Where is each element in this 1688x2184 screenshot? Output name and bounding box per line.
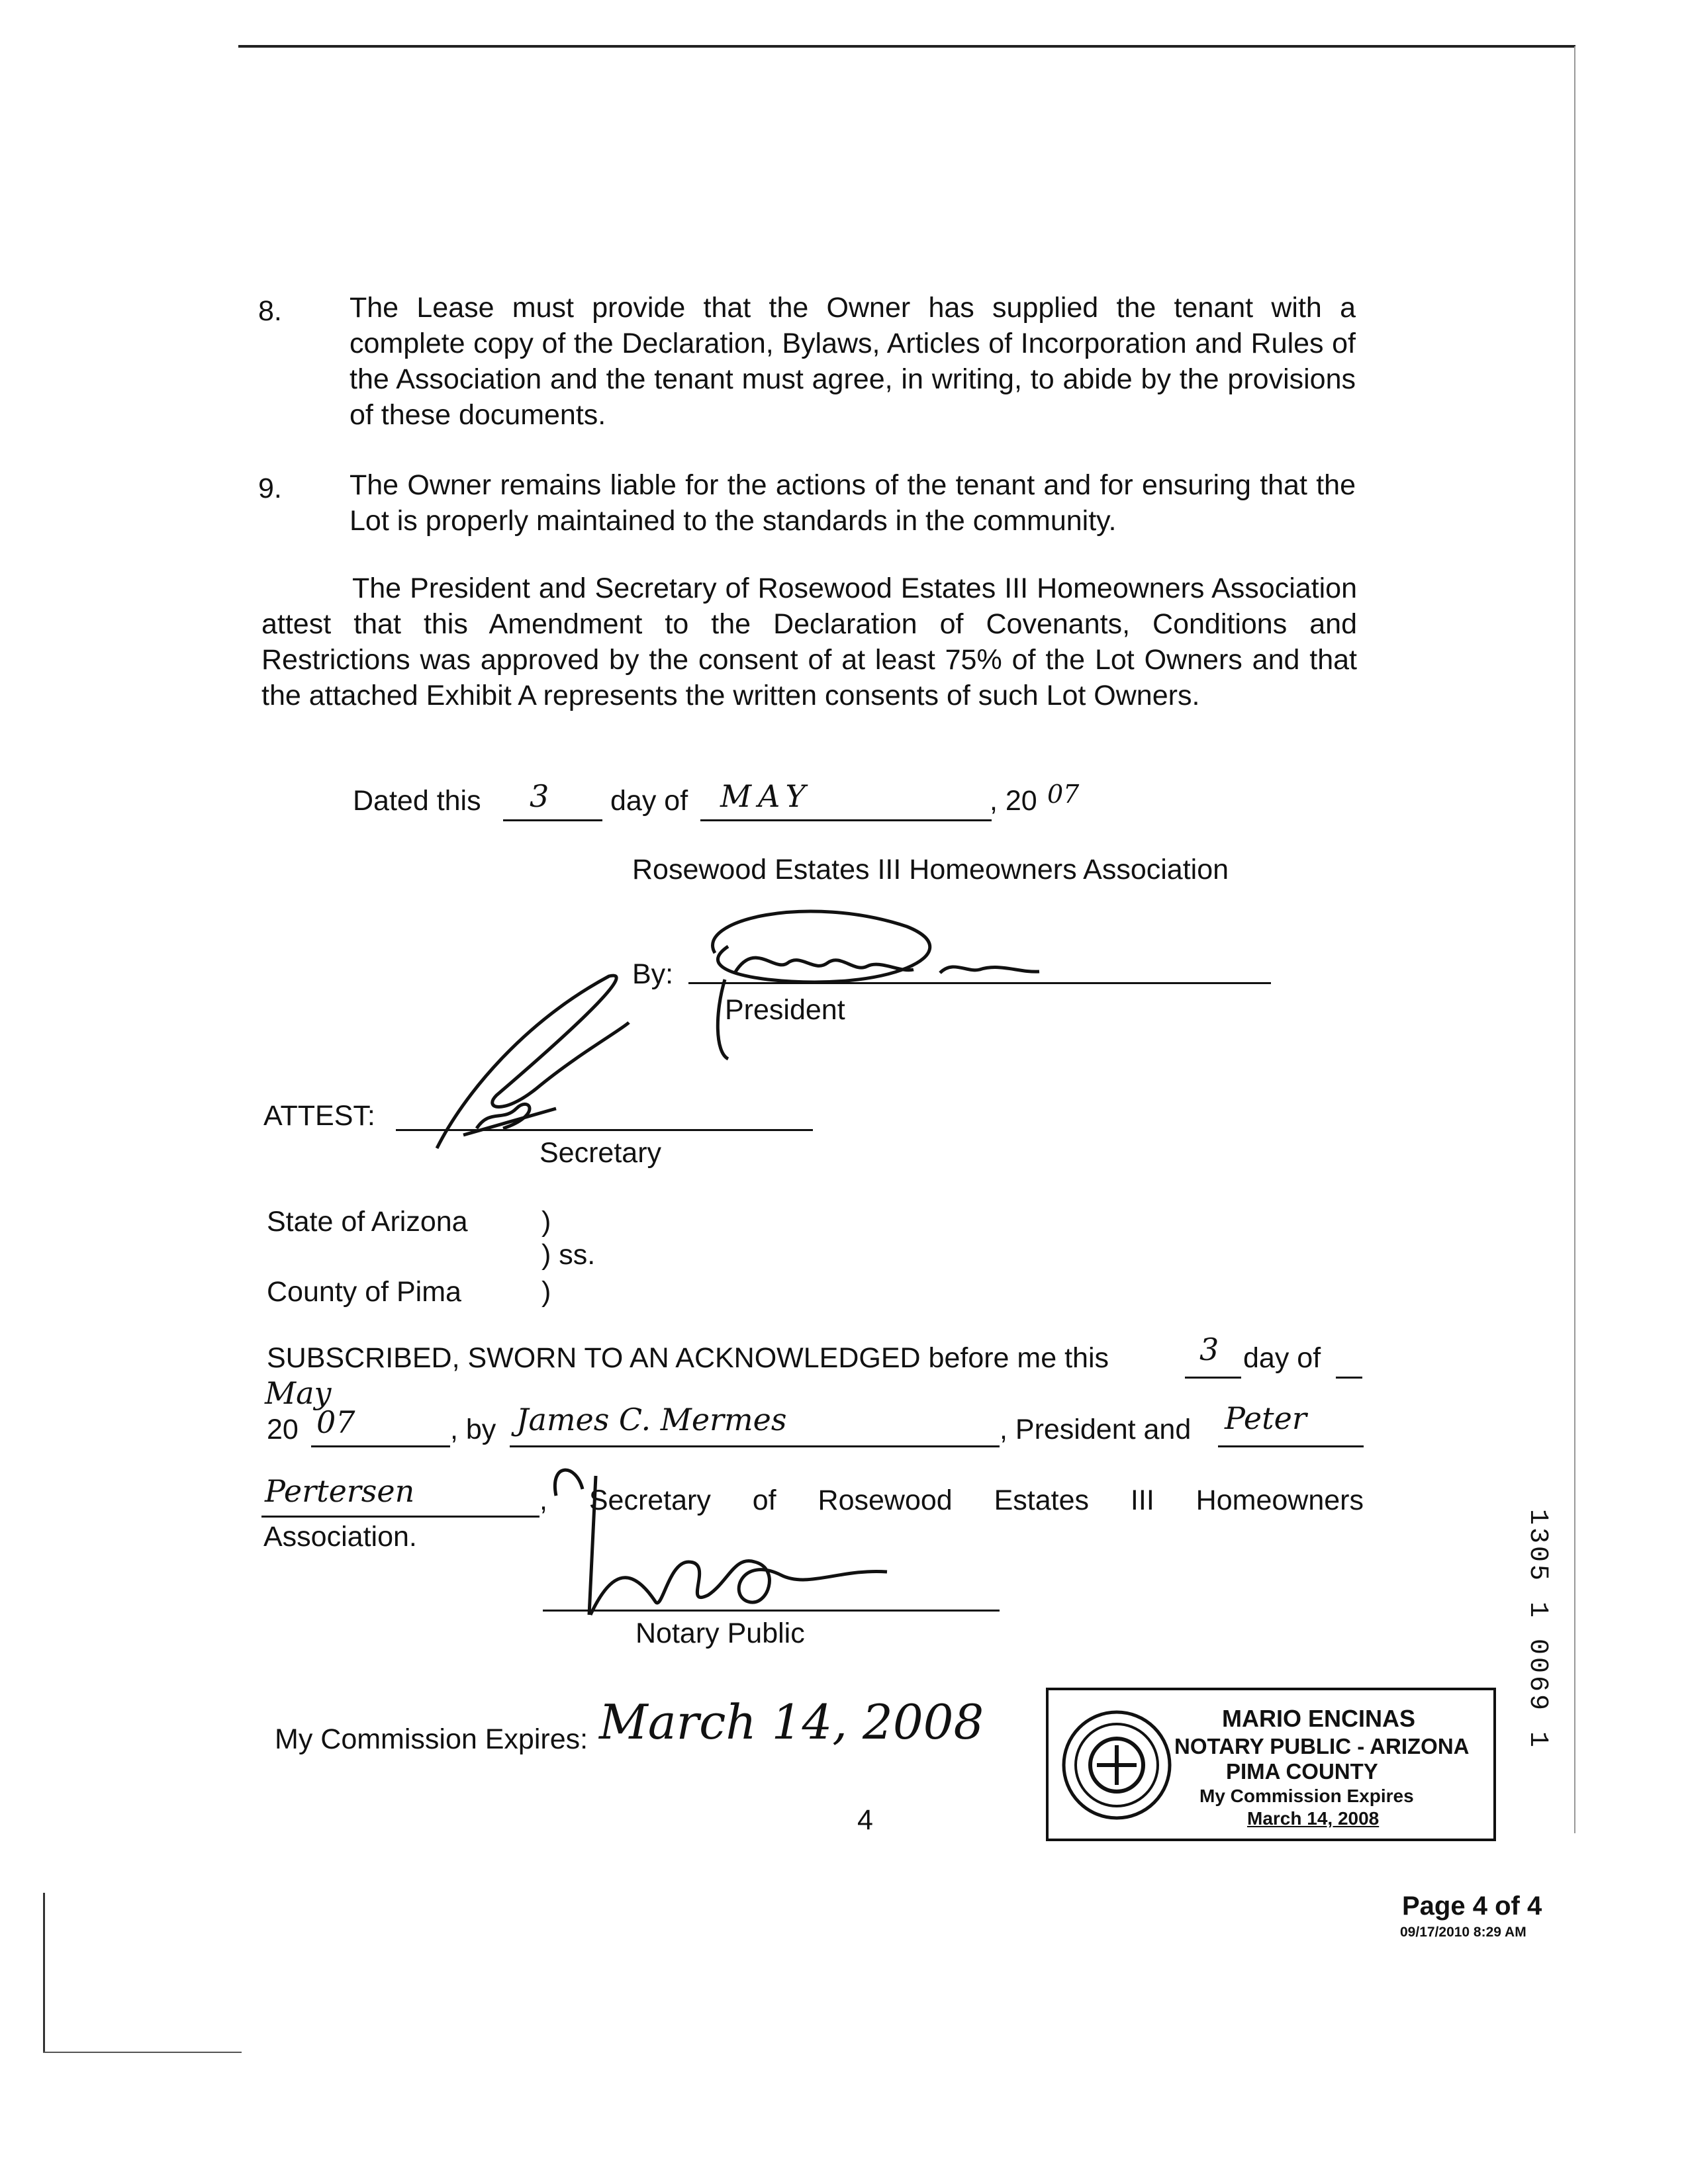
dated-month: MAY [720,778,812,814]
ack-secretary-last: Pertersen [265,1473,415,1509]
president-signature [688,900,1059,1072]
ack-president-name: James C. Mermes [516,1402,787,1437]
scan-right-border [1574,46,1575,1833]
ack-secretary-of: , Secretary of Rosewood Estates III Homeowners [539,1484,1364,1516]
scan-top-border [238,45,1575,48]
ack-month: May [265,1375,332,1411]
ack-president-line [510,1445,1000,1447]
dated-year-prefix: , 20 [990,785,1037,817]
commission-label: My Commission Expires: [275,1723,588,1755]
page-number: 4 [857,1804,873,1836]
secretary-signature [424,963,649,1161]
paragraph-9-number: 9. [258,473,282,504]
stamp-name: MARIO ENCINAS [1222,1705,1416,1732]
notary-stamp [1046,1688,1496,1841]
notary-signature-line [543,1610,1000,1612]
commission-date: March 14, 2008 [599,1694,984,1750]
notary-seal [1060,1709,1173,1821]
ack-secretary-first: Peter [1225,1400,1307,1436]
scan-bottom-edge [43,2052,242,2053]
stamp-expires-date: March 14, 2008 [1247,1808,1380,1829]
ack-line1-a: SUBSCRIBED, SWORN TO AN ACKNOWLEDGED before me this [267,1342,1109,1374]
venue-ss: ) ss. [541,1239,596,1271]
dated-year: 07 [1047,780,1080,809]
footer-timestamp: 09/17/2010 8:29 AM [1400,1925,1526,1940]
ack-association: Association. [263,1521,417,1553]
notary-signature [530,1463,900,1635]
ack-year-prefix: 20 [267,1414,299,1445]
secretary-signature-line [396,1129,813,1131]
secretary-label: Secretary [539,1137,662,1169]
attest-label: ATTEST: [263,1100,375,1132]
ack-day: 3 [1199,1332,1219,1367]
ack-line1-b: day of [1243,1342,1321,1374]
stamp-expires-label: My Commission Expires [1199,1786,1414,1806]
ack-dayof-line [1336,1377,1362,1379]
venue-county: County of Pima [267,1276,461,1308]
notary-label: Notary Public [635,1617,805,1649]
ack-day-line [1185,1377,1241,1379]
attest-paragraph: The President and Secretary of Rosewood Estates III Homeowners Association attest that this Amendment to the Declaration of Covenants, Conditions and Restrictions was approved by the consent of at least 75% of the Lot Owners and that the attached Exhibit A represents the written consents of such Lot Owners. [261,572,1357,711]
association-name: Rosewood Estates III Homeowners Association [632,854,1229,886]
paragraph-8-number: 8. [258,295,282,327]
ack-year-line [311,1445,450,1447]
by-label: By: [632,958,674,990]
ack-president-and: , President and [1000,1414,1192,1445]
ack-by: , by [450,1414,496,1445]
paragraph-9-text: The Owner remains liable for the actions of the tenant and for ensuring that the Lot is properly maintained to the standards in the community. [350,469,1356,537]
scan-left-edge [43,1893,45,2052]
venue-paren-1: ) [541,1206,551,1238]
president-label: President [725,994,845,1026]
dated-day-line [503,819,602,821]
stamp-title: NOTARY PUBLIC - ARIZONA [1174,1734,1470,1758]
dated-day: 3 [530,778,549,814]
ack-secretary-first-line [1218,1445,1364,1447]
ack-year: 07 [316,1404,355,1440]
side-stamp: 1305 1 0069 1 [1523,1509,1552,1751]
dated-month-line [700,819,992,821]
footer-page: Page 4 of 4 [1402,1891,1542,1921]
dated-prefix: Dated this [353,785,481,817]
ack-secretary-last-line [261,1516,539,1518]
dated-day-of: day of [610,785,688,817]
stamp-county: PIMA COUNTY [1226,1759,1378,1784]
venue-paren-2: ) [541,1276,551,1308]
paragraph-8-text: The Lease must provide that the Owner has supplied the tenant with a complete copy of the Declaration, Bylaws, Articles of Incorporation and Rules of the Association and the tenant must agree, in writing, to abide by the provisions of these documents. [350,292,1356,431]
venue-state: State of Arizona [267,1206,468,1238]
